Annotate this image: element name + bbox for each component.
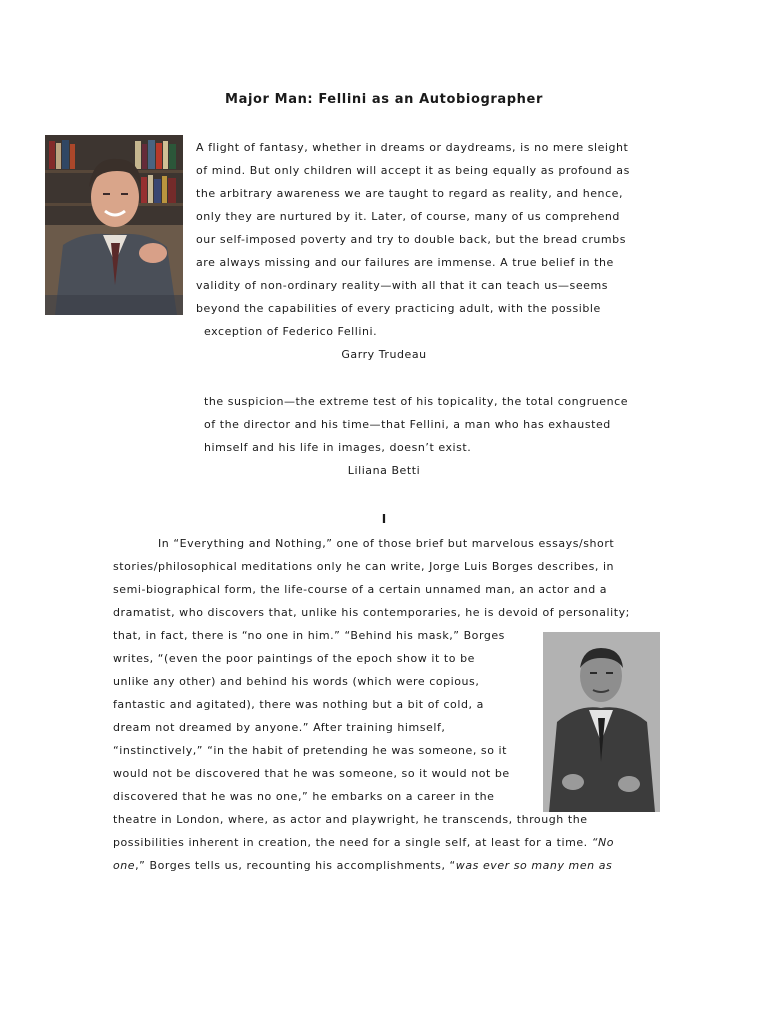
- epigraph1-line: exception of Federico Fellini.: [204, 325, 378, 338]
- epigraph1-line: of mind. But only children will accept it as being equally as profound as: [196, 164, 630, 177]
- body-line: “instinctively,” “in the habit of pretending he was someone, so it: [113, 744, 507, 757]
- epigraph1-line: only they are nurtured by it. Later, of course, many of us comprehend: [196, 210, 620, 223]
- body-line: dream not dreamed by anyone.” After training himself,: [113, 721, 446, 734]
- body-line: writes, “(even the poor paintings of the epoch show it to be: [113, 652, 475, 665]
- epigraph1-line: validity of non-ordinary reality—with all that it can teach us—seems: [196, 279, 609, 292]
- epigraph1-author: Garry Trudeau: [341, 348, 427, 361]
- body-line-text: ,” Borges tells us, recounting his accomplishments, “: [135, 859, 456, 872]
- document-title: Major Man: Fellini as an Autobiographer: [225, 92, 543, 107]
- epigraph2-author: Liliana Betti: [347, 464, 421, 477]
- epigraph1-line: the arbitrary awareness we are taught to regard as reality, and hence,: [196, 187, 624, 200]
- epigraph2-line: of the director and his time—that Fellini, a man who has exhausted: [204, 418, 611, 431]
- body-line-italic: one: [113, 859, 136, 872]
- body-line-14: [113, 836, 614, 850]
- epigraph1-line: are always missing and our failures are immense. A true belief in the: [196, 256, 614, 269]
- body-line: dramatist, who discovers that, unlike his contemporaries, he is devoid of personality;: [113, 606, 630, 619]
- body-line: stories/philosophical meditations only he can write, Jorge Luis Borges describes, in: [113, 560, 615, 573]
- body-line: theatre in London, where, as actor and playwright, he transcends, through the: [113, 813, 588, 826]
- body-line: In “Everything and Nothing,” one of those brief but marvelous essays/short: [158, 537, 615, 550]
- body-line-italic: was ever so many men as: [455, 859, 613, 872]
- epigraph2-line: the suspicion—the extreme test of his topicality, the total congruence: [204, 395, 629, 408]
- epigraph2-line: himself and his life in images, doesn’t exist.: [204, 441, 472, 454]
- author-photo-trudeau: [45, 135, 183, 315]
- epigraph1-line: A flight of fantasy, whether in dreams or daydreams, is no mere sleight: [196, 141, 629, 154]
- body-line: would not be discovered that he was someone, so it would not be: [113, 767, 510, 780]
- body-line-text: possibilities inherent in creation, the need for a single self, at least for a time.: [113, 836, 588, 849]
- section-heading: I: [381, 512, 387, 526]
- body-line: semi-biographical form, the life-course of a certain unnamed man, an actor and a: [113, 583, 608, 596]
- body-line-italic: “No: [591, 836, 615, 849]
- epigraph1-line: our self-imposed poverty and try to double back, but the bread crumbs: [196, 233, 626, 246]
- body-line-15: [113, 859, 612, 873]
- body-line: that, in fact, there is “no one in him.” “Behind his mask,” Borges: [113, 629, 505, 642]
- author-photo-borges: [543, 632, 660, 812]
- body-line: fantastic and agitated), there was nothing but a bit of cold, a: [113, 698, 484, 711]
- body-line: discovered that he was no one,” he embarks on a career in the: [113, 790, 495, 803]
- body-line: unlike any other) and behind his words (which were copious,: [113, 675, 480, 688]
- epigraph1-line: beyond the capabilities of every practicing adult, with the possible: [196, 302, 601, 315]
